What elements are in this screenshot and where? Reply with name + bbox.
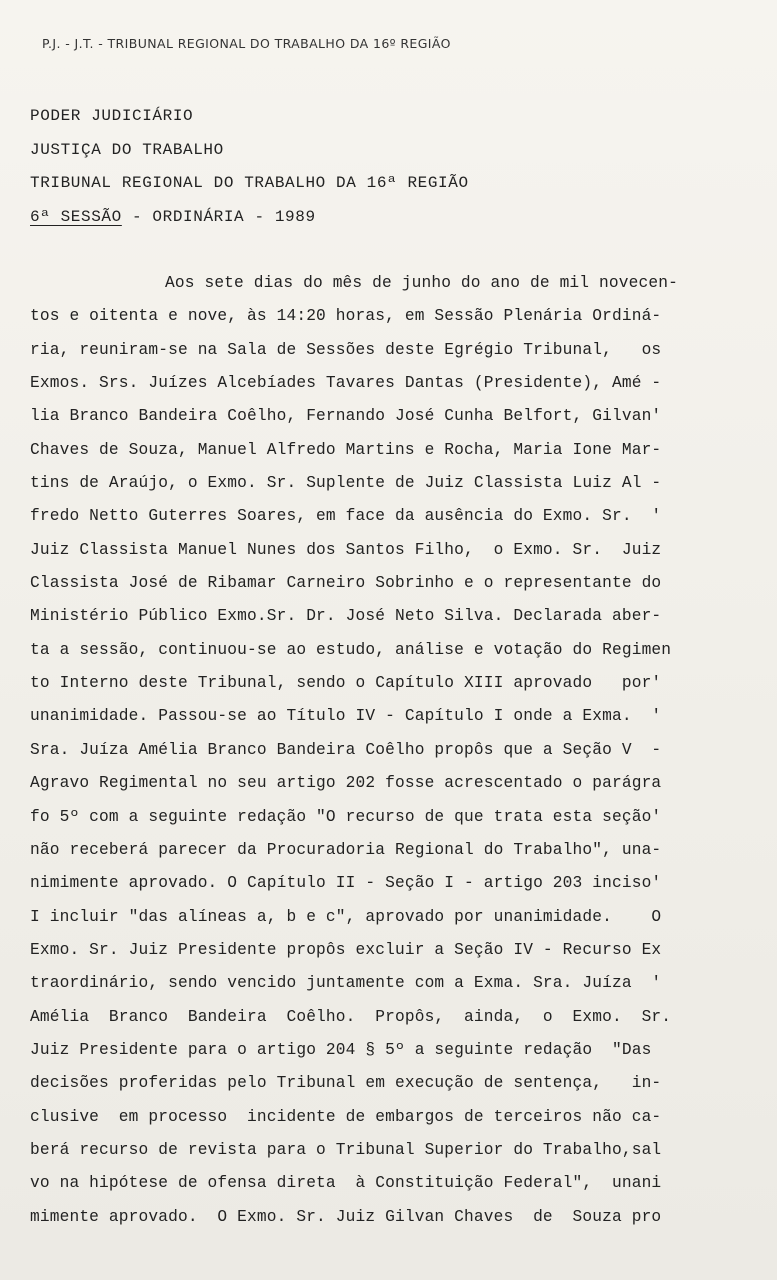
body-line: traordinário, sendo vencido juntamente com a Exma. Sra. Juíza ' <box>30 974 662 993</box>
body-line: Juiz Classista Manuel Nunes dos Santos Filho, o Exmo. Sr. Juiz <box>30 540 662 559</box>
body-line: fo 5º com a seguinte redação "O recurso de que trata esta seção' <box>30 807 662 826</box>
body-line: Exmos. Srs. Juízes Alcebíades Tavares Dantas (Presidente), Amé - <box>30 374 662 393</box>
document-header <box>30 100 469 234</box>
body-line-text: Aos sete dias do mês de junho do ano de mil novecen- <box>165 274 678 292</box>
body-line: lia Branco Bandeira Coêlho, Fernando José Cunha Belfort, Gilvan' <box>30 407 662 426</box>
session-number: 6ª SESSÃO <box>30 207 122 226</box>
session-title <box>30 201 469 235</box>
body-line: Sra. Juíza Amélia Branco Bandeira Coêlho propôs que a Seção V - <box>30 740 662 759</box>
body-line: Classista José de Ribamar Carneiro Sobrinho e o representante do <box>30 574 662 593</box>
body-line: decisões proferidas pelo Tribunal em execução de sentença, in- <box>30 1074 662 1093</box>
body-line: Agravo Regimental no seu artigo 202 fosse acrescentado o parágra <box>30 774 662 793</box>
body-line: vo na hipótese de ofensa direta à Constituição Federal", unani <box>30 1174 662 1193</box>
body-line: Juiz Presidente para o artigo 204 § 5º a seguinte redação "Das <box>30 1040 652 1059</box>
letterhead: P.J. - J.T. - TRIBUNAL REGIONAL DO TRABALHO DA 16º REGIÃO <box>42 36 451 51</box>
header-line-justica: JUSTIÇA DO TRABALHO <box>30 140 224 159</box>
body-line: nimimente aprovado. O Capítulo II - Seção I - artigo 203 inciso' <box>30 874 662 893</box>
body-line: Exmo. Sr. Juiz Presidente propôs excluir a Seção IV - Recurso Ex <box>30 940 662 959</box>
body-line: clusive em processo incidente de embargos de terceiros não ca- <box>30 1107 662 1126</box>
body-line: tos e oitenta e nove, às 14:20 horas, em Sessão Plenária Ordiná- <box>30 307 662 326</box>
body-line: Chaves de Souza, Manuel Alfredo Martins e Rocha, Maria Ione Mar- <box>30 440 662 459</box>
body-line <box>30 267 770 300</box>
body-line: to Interno deste Tribunal, sendo o Capítulo XIII aprovado por' <box>30 674 662 693</box>
body-line: unanimidade. Passou-se ao Título IV - Capítulo I onde a Exma. ' <box>30 707 662 726</box>
minutes-body <box>30 267 770 1234</box>
header-line-poder: PODER JUDICIÁRIO <box>30 107 194 125</box>
body-line: não receberá parecer da Procuradoria Regional do Trabalho", una- <box>30 840 662 859</box>
session-type: - ORDINÁRIA - 1989 <box>121 207 316 226</box>
body-line: ria, reuniram-se na Sala de Sessões deste Egrégio Tribunal, os <box>30 340 662 359</box>
body-line: mimente aprovado. O Exmo. Sr. Juiz Gilvan Chaves de Souza pro <box>30 1207 662 1226</box>
body-line: ta a sessão, continuou-se ao estudo, análise e votação do Regimen <box>30 640 672 659</box>
body-line: Amélia Branco Bandeira Coêlho. Propôs, ainda, o Exmo. Sr. <box>30 1007 672 1026</box>
body-line: tins de Araújo, o Exmo. Sr. Suplente de Juiz Classista Luiz Al - <box>30 474 662 493</box>
body-line: Ministério Público Exmo.Sr. Dr. José Neto Silva. Declarada aber- <box>30 607 662 626</box>
body-line: fredo Netto Guterres Soares, em face da ausência do Exmo. Sr. ' <box>30 507 662 526</box>
body-line: berá recurso de revista para o Tribunal Superior do Trabalho,sal <box>30 1140 662 1159</box>
header-line-tribunal: TRIBUNAL REGIONAL DO TRABALHO DA 16ª REGIÃO <box>30 174 469 192</box>
body-line: I incluir "das alíneas a, b e c", aprovado por unanimidade. O <box>30 907 662 926</box>
